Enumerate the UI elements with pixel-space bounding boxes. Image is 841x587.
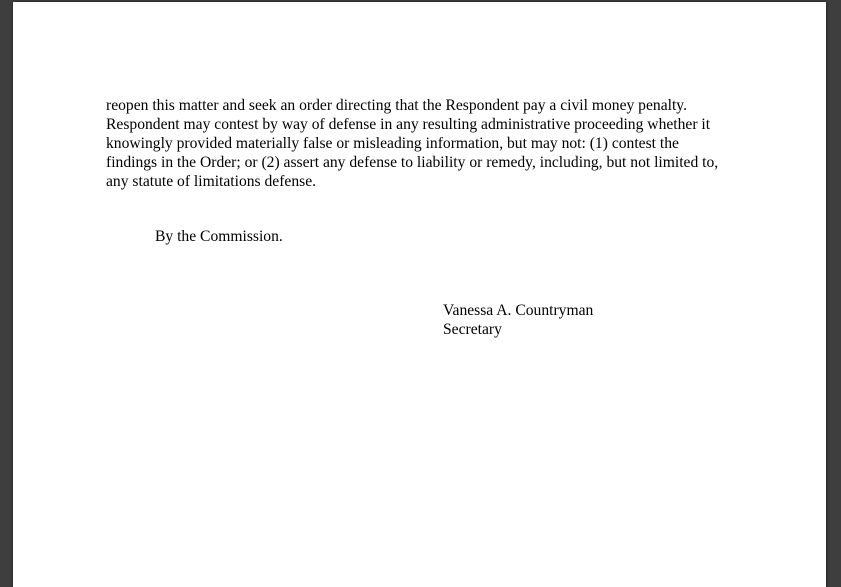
paragraph-line: knowingly provided materially false or misleading information, but may not: (1) contest the <box>106 135 679 152</box>
closing-line: By the Commission. <box>155 228 283 245</box>
signatory-name: Vanessa A. Countryman <box>443 302 594 319</box>
paragraph-line: Respondent may contest by way of defense in any resulting administrative proceeding whether it <box>106 116 711 133</box>
signatory-title: Secretary <box>443 321 502 338</box>
paragraph-line: findings in the Order; or (2) assert any defense to liability or remedy, including, but not limited to, <box>106 154 719 171</box>
page-edge-shadow <box>826 2 829 587</box>
paragraph-line: any statute of limitations defense. <box>106 173 317 190</box>
body-paragraph <box>106 96 746 191</box>
document-page <box>13 2 826 587</box>
signature-block <box>443 301 593 339</box>
paragraph-line: reopen this matter and seek an order directing that the Respondent pay a civil money penalty. <box>106 97 687 114</box>
